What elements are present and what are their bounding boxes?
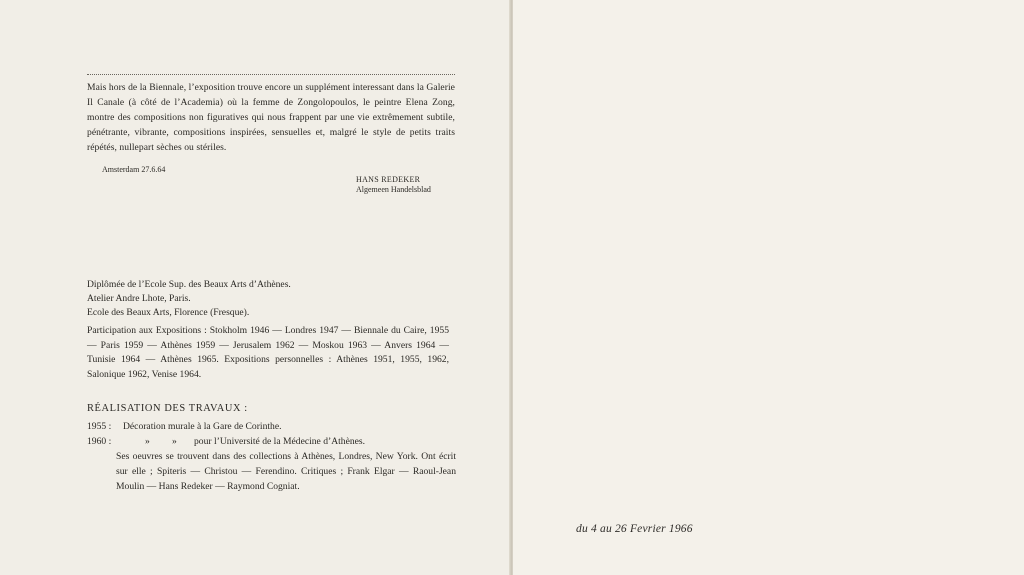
exhibition-dates: du 4 au 26 Fevrier 1966 [576, 523, 693, 535]
dotted-divider [87, 74, 455, 75]
works-heading: RÉALISATION DES TRAVAUX : [87, 403, 248, 414]
education-item: Ecole des Beaux Arts, Florence (Fresque). [87, 307, 250, 318]
work-year: 1960 : [87, 435, 112, 447]
collections-paragraph: Ses oeuvres se trouvent dans des collections à Athènes, Londres, New York. Ont écrit sur elle ; Spiteris — Christou — Ferendino. Critiques ; Frank Elgar — Raoul-Jean Moulin — Hans Redeker — Raymond Cogniat. [116, 451, 456, 492]
work-item [87, 435, 467, 450]
review-author [356, 175, 431, 195]
left-page [0, 0, 511, 575]
author-publication: Algemeen Handelsblad [356, 185, 431, 194]
education-item: Atelier Andre Lhote, Paris. [87, 293, 191, 304]
exhibitions-paragraph: Participation aux Expositions : Stokholm 1946 — Londres 1947 — Biennale du Caire, 1955 — Paris 1959 — Athènes 1959 — Jerusalem 1962 — Moskou 1963 — Anvers 1964 — Tunisie 1964 — Athènes 1965. Expositions personnelles : Athènes 1951, 1955, 1962, Salonique 1962, Venise 1964. [87, 325, 449, 380]
works-list [87, 420, 467, 449]
ditto-mark: » [145, 435, 150, 447]
work-item [87, 420, 467, 435]
work-year: 1955 : [87, 421, 112, 432]
ditto-mark: » [172, 435, 177, 447]
author-name: HANS REDEKER [356, 175, 421, 184]
work-description: pour l’Université de la Médecine d’Athènes. [194, 435, 366, 447]
education-item: Diplômée de l’Ecole Sup. des Beaux Arts d’Athènes. [87, 279, 291, 290]
right-page [513, 0, 1024, 575]
work-description: Décoration murale à la Gare de Corinthe. [123, 421, 282, 432]
review-quote: Mais hors de la Biennale, l’exposition trouve encore un supplément interessant dans la Galerie Il Canale (à côté de l’Academia) où la femme de Zongolopoulos, le peintre Elena Zong, montre des compositions non figuratives qui nous frappent par une vie extrêmement subtile, pénétrante, vibrante, compositions inspirées, sensuelles et, malgré le style de petits traits répétés, nullepart sèches ou stériles. [87, 82, 455, 153]
education-list [87, 278, 467, 320]
review-dateline: Amsterdam 27.6.64 [102, 165, 166, 174]
